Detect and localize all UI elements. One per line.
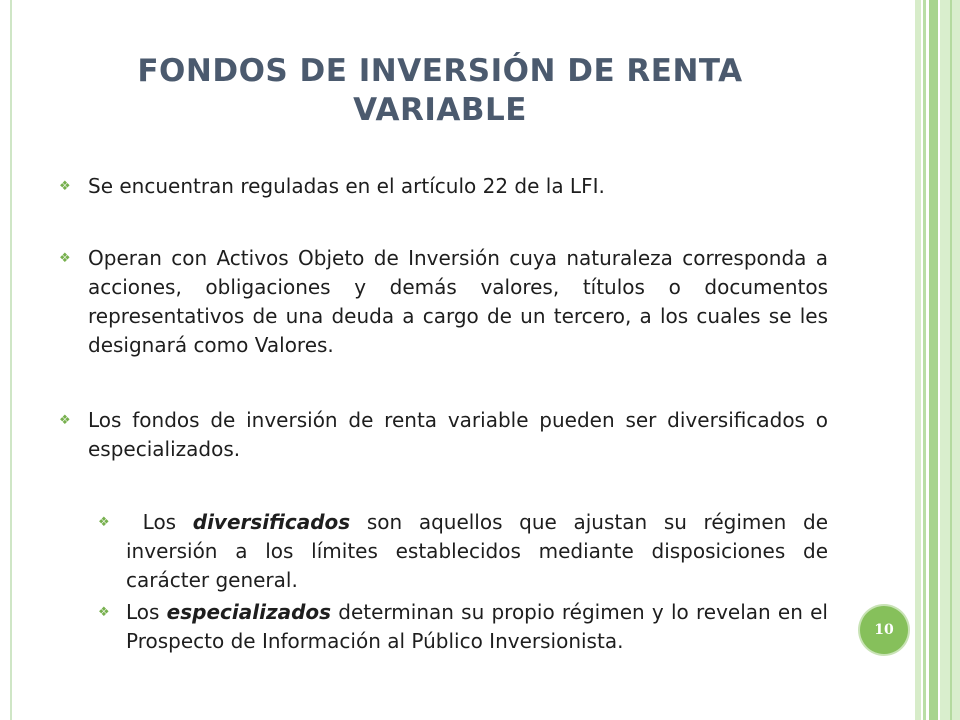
right-decor-band [915, 0, 921, 720]
right-decor-band [950, 0, 952, 720]
bullet-text: Los fondos de inversión de renta variable pueden ser diversificados o especializados. [88, 408, 828, 461]
sub-bullet-item [98, 508, 828, 595]
sub-bullet-text-after: determinan su propio régimen y lo revelan en el Prospecto de Información al Público Inversionista. [126, 600, 828, 653]
sub-bullet-item [98, 598, 828, 656]
sub-bullet-text-before: Los [126, 600, 167, 624]
diamond-bullet-icon: ❖ [59, 413, 71, 428]
diamond-bullet-icon: ❖ [59, 251, 71, 266]
bullet-item [59, 406, 828, 464]
slide-title: FONDOS DE INVERSIÓN DE RENTA VARIABLE [137, 53, 743, 128]
bullet-text: Operan con Activos Objeto de Inversión cuya naturaleza corresponda a acciones, obligaciones y demás valores, títulos o documentos representativos de una deuda a cargo de un tercero, a los cuales se les designará como Valores. [88, 246, 828, 357]
sub-bullet-text-before: Los [126, 510, 193, 534]
diamond-bullet-icon: ❖ [98, 605, 110, 620]
bullet-text: Se encuentran reguladas en el artículo 22 de la LFI. [88, 174, 605, 198]
sub-bullet-text-after: son aquellos que ajustan su régimen de inversión a los límites establecidos mediante disposiciones de carácter general. [126, 510, 828, 592]
sub-bullet-emphasis: especializados [166, 600, 332, 624]
diamond-bullet-icon: ❖ [59, 179, 71, 194]
bullet-item [59, 244, 828, 360]
left-border-line [10, 0, 12, 720]
diamond-bullet-icon: ❖ [98, 515, 110, 530]
right-decor-band [929, 0, 938, 720]
page-number-badge: 10 [860, 606, 908, 654]
right-decor-band [923, 0, 926, 720]
bullet-item [59, 172, 828, 201]
sub-bullet-emphasis: diversificados [192, 510, 351, 534]
